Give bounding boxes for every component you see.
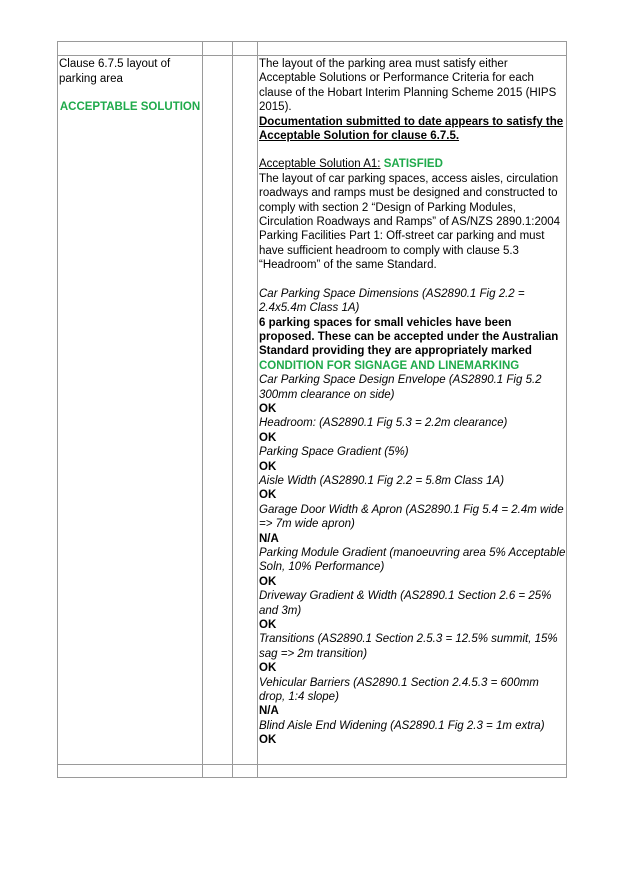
check-result: OK bbox=[259, 662, 277, 675]
check-label: Garage Door Width & Apron (AS2890.1 Fig 5.4 = 2.4m wide => 7m wide apron) bbox=[259, 503, 564, 531]
check-result: OK bbox=[259, 734, 277, 747]
check-item bbox=[259, 503, 567, 546]
check-label: Car Parking Space Design Envelope (AS2890.1 Fig 5.2 300mm clearance on side) bbox=[259, 374, 542, 401]
column-border bbox=[202, 41, 203, 778]
checks-list bbox=[259, 373, 567, 748]
acceptable-solution-heading bbox=[259, 157, 567, 171]
check-item bbox=[259, 632, 567, 675]
check-result: OK bbox=[259, 431, 277, 444]
intro-text: The layout of the parking area must satisfy either Acceptable Solutions or Performance Criteria for each clause of the Hobart Interim Planning Scheme 2015 (HIPS 2015). bbox=[259, 58, 557, 114]
header-row-border bbox=[57, 55, 567, 56]
check-result: OK bbox=[259, 575, 277, 588]
check-label: Vehicular Barriers (AS2890.1 Section 2.4.5.3 = 600mm drop, 1:4 slope) bbox=[259, 676, 539, 704]
column-border bbox=[257, 41, 258, 778]
a1-label: Acceptable Solution A1: bbox=[259, 158, 381, 171]
dimensions-condition: CONDITION FOR SIGNAGE AND LINEMARKING bbox=[259, 359, 520, 372]
check-label: Blind Aisle End Widening (AS2890.1 Fig 2.3 = 1m extra) bbox=[259, 719, 545, 732]
check-label: Driveway Gradient & Width (AS2890.1 Section 2.6 = 25% and 3m) bbox=[259, 590, 552, 617]
clause-title: Clause 6.7.5 layout of parking area bbox=[59, 58, 171, 85]
documentation-statement: Documentation submitted to date appears to satisfy the Acceptable Solution for clause 6.7.5. bbox=[259, 115, 564, 143]
check-item bbox=[259, 589, 567, 632]
clause-status: ACCEPTABLE SOLUTION bbox=[59, 101, 201, 113]
table-top-border bbox=[57, 41, 567, 42]
check-result: OK bbox=[259, 489, 277, 502]
dimensions-result: 6 parking spaces for small vehicles have been proposed. These can be accepted under the Australian Standard providing they are appropriately marked bbox=[259, 316, 559, 358]
check-item bbox=[259, 445, 567, 474]
footer-row-border bbox=[57, 764, 567, 765]
check-item bbox=[259, 719, 567, 748]
check-item bbox=[259, 546, 567, 589]
check-result: N/A bbox=[259, 705, 279, 718]
assessment-table bbox=[57, 41, 567, 778]
check-item bbox=[259, 373, 567, 416]
check-item bbox=[259, 676, 567, 719]
check-label: Transitions (AS2890.1 Section 2.5.3 = 12.5% summit, 15% sag => 2m transition) bbox=[259, 633, 558, 660]
assessment-cell bbox=[259, 57, 567, 748]
dimensions-label: Car Parking Space Dimensions (AS2890.1 Fig 2.2 = 2.4x5.4m Class 1A) bbox=[259, 287, 525, 315]
clause-cell bbox=[59, 57, 201, 115]
check-label: Parking Space Gradient (5%) bbox=[259, 446, 409, 459]
table-bottom-border bbox=[57, 777, 567, 778]
check-label: Aisle Width (AS2890.1 Fig 2.2 = 5.8m Class 1A) bbox=[259, 474, 505, 487]
a1-text: The layout of car parking spaces, access aisles, circulation roadways and ramps must be designed and constructed to comply with section 2 “Design of Parking Modules, Circulation Roadways and Ramps” of AS/NZS 2890.1:2004 Parking Facilities Part 1: Off-street car parking and must have sufficient headroom to comply with clause 5.3 “Headroom” of the same Standard. bbox=[259, 172, 561, 272]
column-border bbox=[232, 41, 233, 778]
dimensions-result-paragraph bbox=[259, 316, 567, 374]
check-label: Parking Module Gradient (manoeuvring area 5% Acceptable Soln, 10% Performance) bbox=[259, 547, 566, 574]
check-result: N/A bbox=[259, 532, 279, 545]
column-border bbox=[57, 41, 58, 778]
check-result: OK bbox=[259, 460, 277, 473]
check-item bbox=[259, 416, 567, 445]
check-result: OK bbox=[259, 619, 277, 632]
check-result: OK bbox=[259, 402, 277, 415]
check-label: Headroom: (AS2890.1 Fig 5.3 = 2.2m clearance) bbox=[259, 417, 508, 430]
check-item bbox=[259, 474, 567, 503]
a1-status: SATISFIED bbox=[383, 158, 443, 171]
